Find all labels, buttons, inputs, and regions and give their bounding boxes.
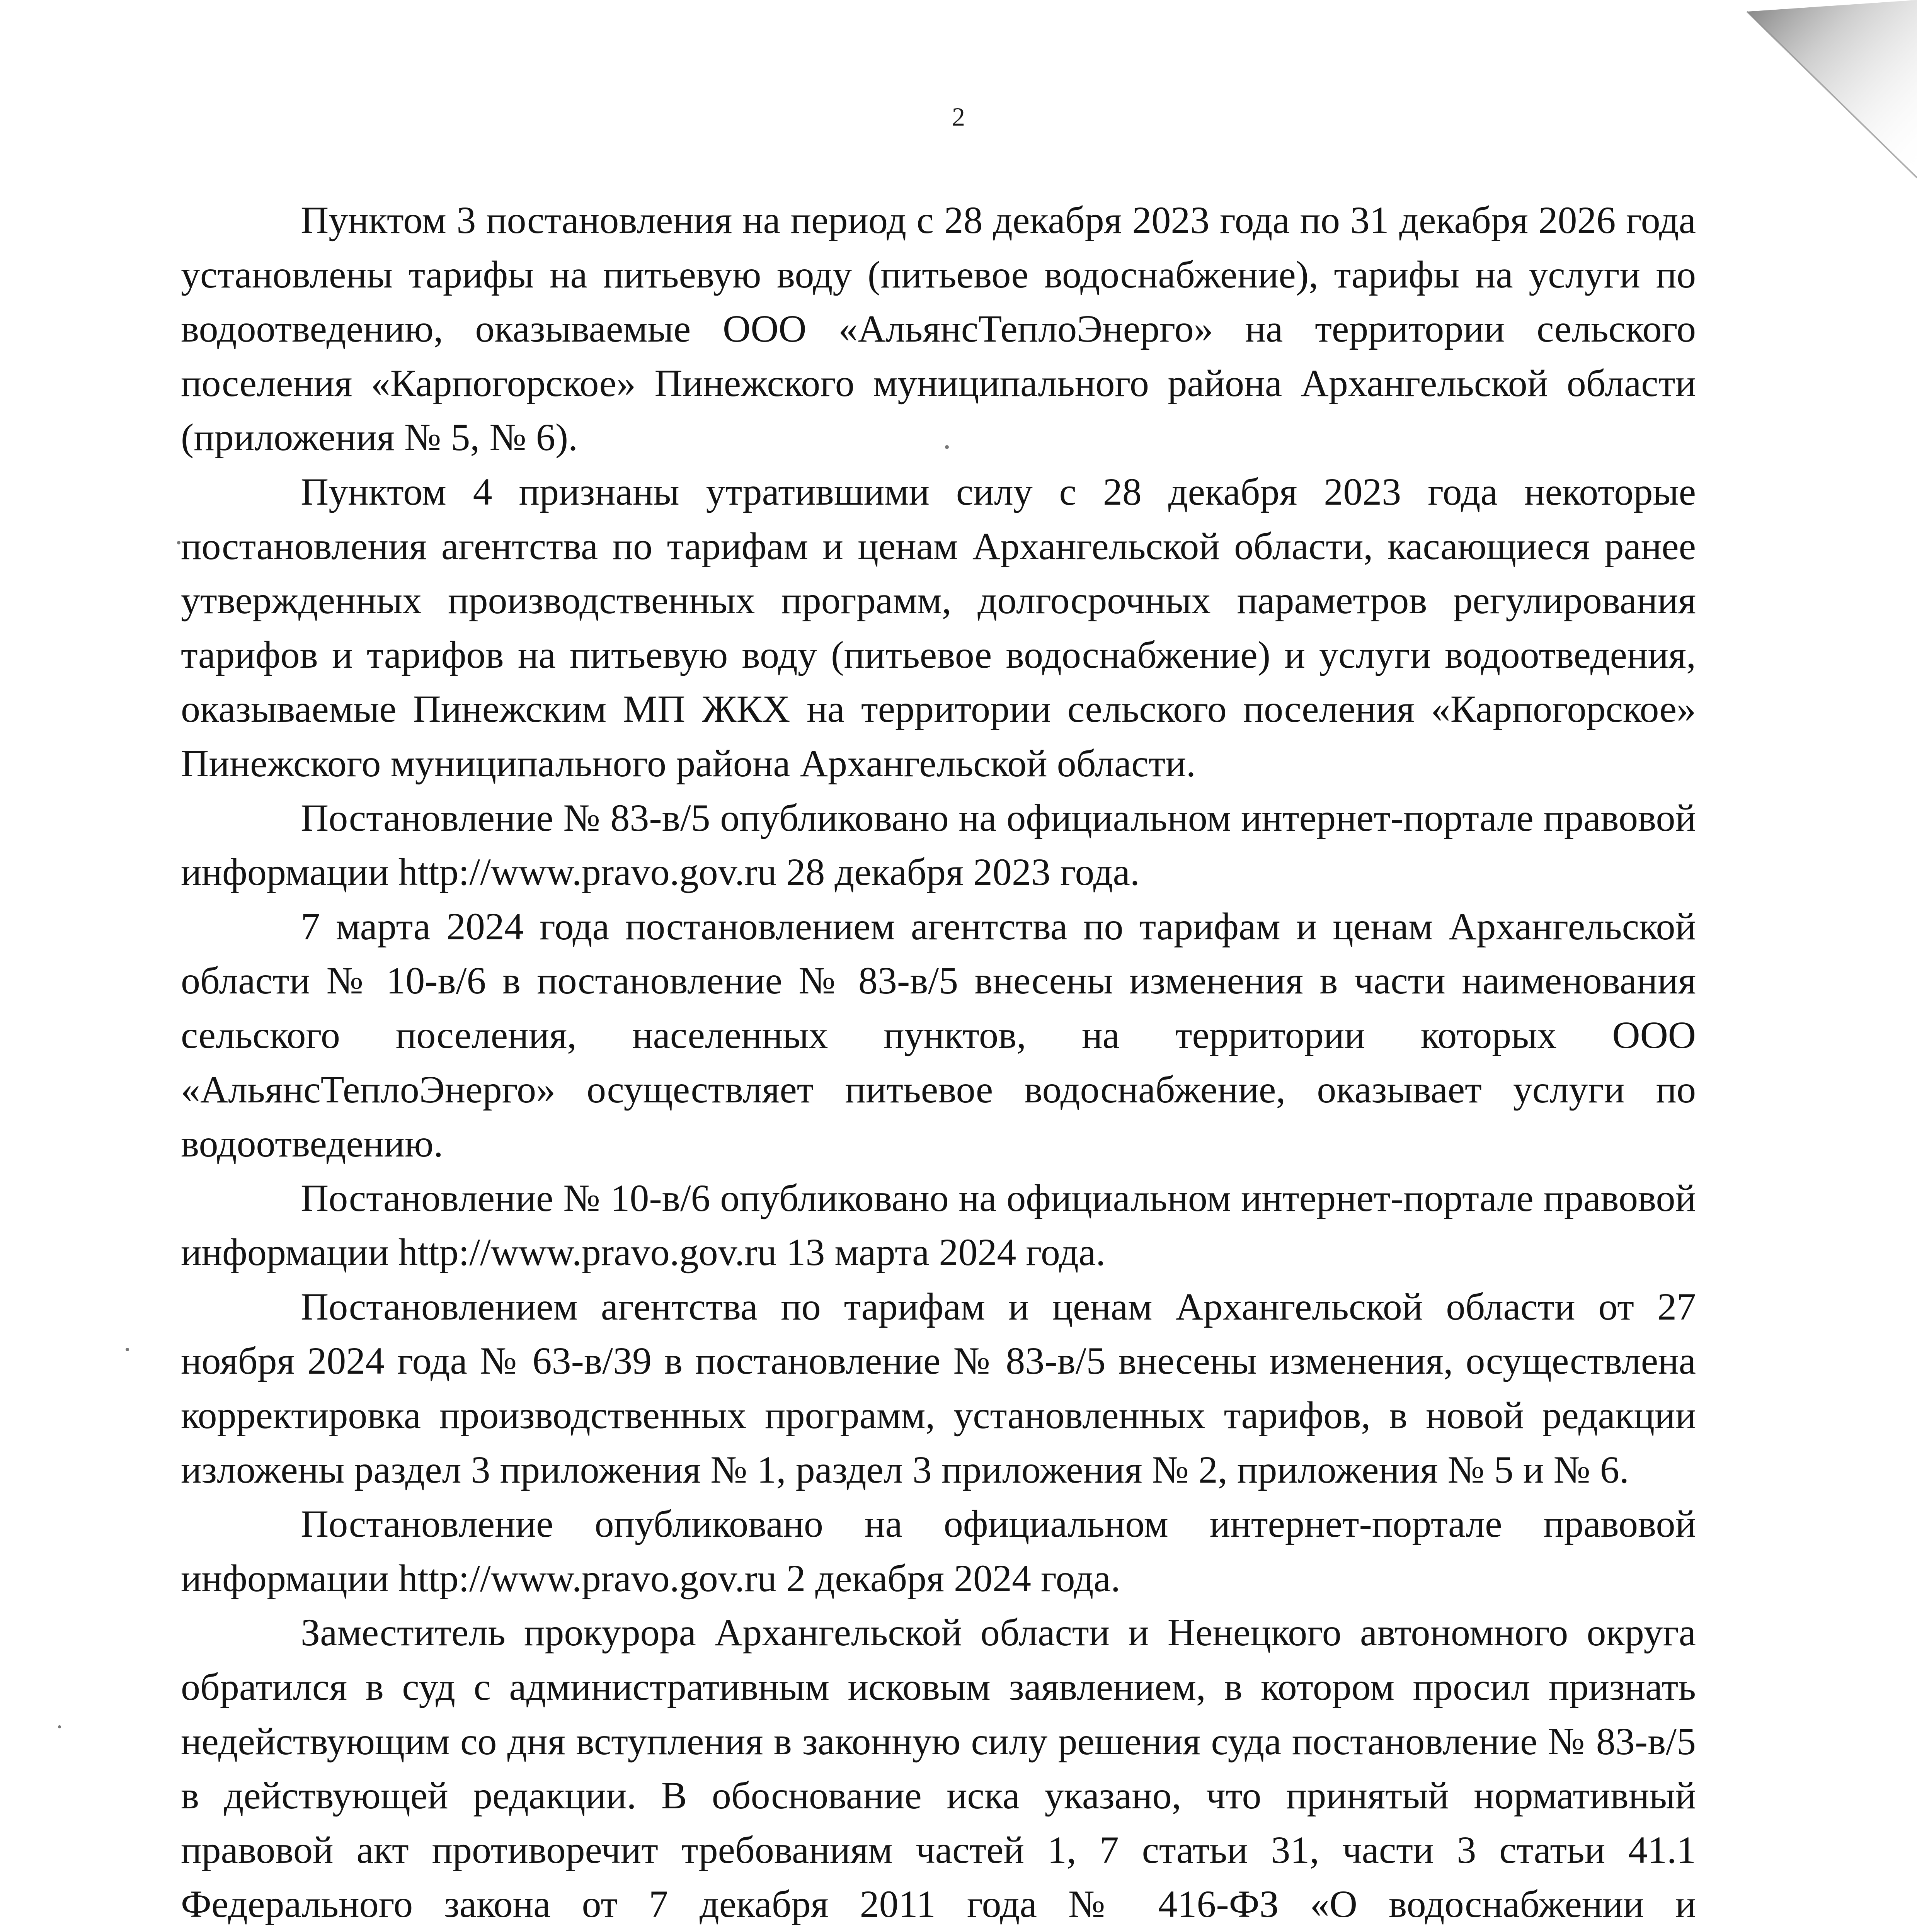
page-number: 2 xyxy=(952,102,965,131)
paragraph-publication-83: Постановление № 83-в/5 опубликовано на официальном интернет-портале правовой информации http://www.pravo.gov.ru 28 декабря 2023 года. xyxy=(181,796,1696,894)
paragraph-amendment-10: 7 марта 2024 года постановлением агентства по тарифам и ценам Архангельской области № 10-в/6 в постановление № 83-в/5 внесены изменения в части наименования сельского поселения, населенных пунктов, на территории которых ООО «АльянсТеплоЭнерго» осуществляет питьевое водоснабжение, оказывает услуги по водоотведению. xyxy=(181,905,1696,1165)
paragraph-publication-63: Постановление опубликовано на официальном интернет-портале правовой информации http://www.pravo.gov.ru 2 декабря 2024 года. xyxy=(181,1502,1696,1600)
document-body xyxy=(181,193,1696,1932)
paragraph-publication-10: Постановление № 10-в/6 опубликовано на официальном интернет-портале правовой информации http://www.pravo.gov.ru 13 марта 2024 года. xyxy=(181,1176,1696,1274)
paragraph-repealed-acts: Пунктом 4 признаны утратившими силу с 28 декабря 2023 года некоторые постановления агентства по тарифам и ценам Архангельской области, касающиеся ранее утвержденных производственных программ, долгосрочных параметров регулирования тарифов и тарифов на питьевую воду (питьевое водоснабжение) и услуги водоотведения, оказываемые Пинежским МП ЖКХ на территории сельского поселения «Карпогорское» Пинежского муниципального района Архангельской области. xyxy=(181,470,1696,785)
scan-speck xyxy=(58,1725,61,1728)
scan-speck xyxy=(126,1348,129,1351)
paragraph-amendment-63: Постановлением агентства по тарифам и ценам Архангельской области от 27 ноября 2024 года № 63-в/39 в постановление № 83-в/5 внесены изменения, осуществлена корректировка производственных программ, установленных тарифов, в новой редакции изложены раздел 3 приложения № 1, раздел 3 приложения № 2, приложения № 5 и № 6. xyxy=(181,1285,1696,1491)
scan-speck xyxy=(177,541,180,544)
folded-corner-shadow xyxy=(1731,0,1917,185)
paragraph-tariffs-period: Пунктом 3 постановления на период с 28 декабря 2023 года по 31 декабря 2026 года установлены тарифы на питьевую воду (питьевое водоснабжение), тарифы на услуги по водоотведению, оказываемые ООО «АльянсТеплоЭнерго» на территории сельского поселения «Карпогорское» Пинежского муниципального района Архангельской области (приложения № 5, № 6). xyxy=(181,199,1696,459)
paragraph-prosecutor-claim: Заместитель прокурора Архангельской области и Ненецкого автономного округа обратился в суд с административным исковым заявлением, в котором просил признать недействующим со дня вступления в законную силу решения суда постановление № 83-в/5 в действующей редакции. В обоснование иска указано, что принятый нормативный правовой акт противоречит требованиям частей 1, 7 статьи 31, части 3 статьи 41.1 Федерального закона от 7 декабря 2011 года № 416-ФЗ «О водоснабжении и xyxy=(181,1611,1696,1926)
scan-speck xyxy=(945,445,949,449)
